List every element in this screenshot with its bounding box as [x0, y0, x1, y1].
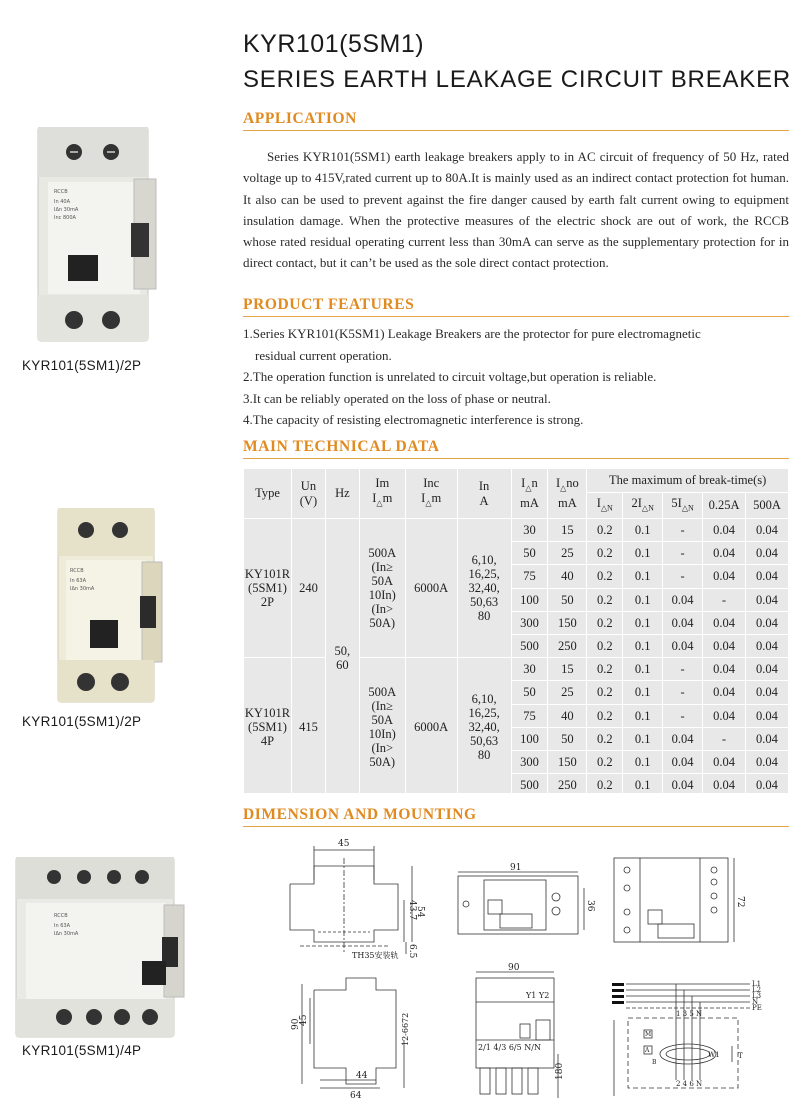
table-cell: 0.1 — [623, 774, 663, 797]
table-cell: 75 — [511, 565, 548, 588]
header-t5: 500A — [745, 493, 788, 519]
header-max-break-time: The maximum of break-time(s) — [587, 469, 789, 493]
table-cell: 500 — [511, 634, 548, 657]
feature-item: 3.It can be reliably operated on the loss of phase or neutral. — [243, 390, 551, 406]
table-cell: 50 — [548, 727, 587, 750]
table-cell: 100 — [511, 727, 548, 750]
dim-label: 12-6672 — [401, 1012, 410, 1046]
svg-text:RCCB: RCCB — [54, 913, 68, 919]
table-cell: 250 — [548, 774, 587, 797]
table-cell: 0.04 — [663, 611, 703, 634]
dim-label: 43.7 — [407, 900, 417, 921]
feature-item-continuation: residual current operation. — [255, 347, 392, 363]
dim-label: T — [738, 1052, 743, 1060]
dim-label: TH35安装轨 — [352, 951, 399, 960]
svg-text:IΔn 30mA: IΔn 30mA — [70, 586, 95, 592]
dim-label: W1 — [708, 1051, 720, 1059]
table-cell: - — [703, 727, 746, 750]
table-cell: 0.2 — [587, 519, 623, 542]
table-cell: 0.04 — [745, 519, 788, 542]
table-cell: 0.2 — [587, 542, 623, 565]
cell-im: 500A (In≥ 50A 10In) (In> 50A) — [359, 519, 405, 658]
dim-label: 64 — [350, 1091, 362, 1101]
table-cell: 0.04 — [703, 542, 746, 565]
cell-in: 6,10, 16,25, 32,40, 50,63 80 — [457, 519, 511, 658]
product-image-2p-a — [34, 127, 158, 343]
feature-item: 2.The operation function is unrelated to circuit voltage,but operation is reliable. — [243, 369, 657, 384]
table-cell: 0.04 — [745, 634, 788, 657]
table-cell: 0.04 — [745, 611, 788, 634]
svg-text:RCCB: RCCB — [70, 568, 84, 574]
section-heading-application: APPLICATION — [243, 110, 789, 131]
table-cell: 25 — [548, 542, 587, 565]
table-cell: 0.1 — [623, 542, 663, 565]
technical-data-table — [243, 468, 789, 793]
dim-label: 2 4 6 N — [676, 1080, 703, 1088]
table-cell: 0.2 — [587, 634, 623, 657]
table-cell: 0.1 — [623, 658, 663, 681]
cell-im: 500A (In≥ 50A 10In) (In> 50A) — [359, 658, 405, 797]
header-type: Type — [244, 469, 292, 519]
table-cell: 0.04 — [663, 634, 703, 657]
table-cell: - — [663, 681, 703, 704]
table-cell: 15 — [548, 658, 587, 681]
table-cell: 0.2 — [587, 774, 623, 797]
dim-label: 90 — [508, 963, 520, 973]
application-text: Series KYR101(5SM1) earth leakage breakers apply to in AC circuit of frequency of 50 Hz, rated voltage up to 415V,rated current up to 80A.It is mainly used as an indirect contact protection fot human. It also can be used to prevent against the fire danger caused by earth falt current owing to equipment insulation damage. When the protective measures of the electric shock are out of work, the RCCB whose rated residual operating current less than 30mA can serve as the supplementary protection for in direct contact, but it can’t be used as the sole direct contact protection. — [243, 149, 789, 271]
svg-text:Inc 800A: Inc 800A — [54, 215, 76, 221]
table-row — [244, 519, 789, 542]
table-cell: 0.2 — [587, 727, 623, 750]
table-cell: 0.04 — [745, 727, 788, 750]
header-t2: $2I_{\triangle N}$ — [623, 493, 663, 519]
table-cell: 50 — [548, 588, 587, 611]
table-cell: 0.04 — [745, 658, 788, 681]
cell-un: 240 — [291, 519, 325, 658]
table-cell: - — [663, 658, 703, 681]
table-cell: 300 — [511, 750, 548, 773]
page-title: SERIES EARTH LEAKAGE CIRCUIT BREAKER — [243, 66, 792, 93]
product-caption: KYR101(5SM1)/2P — [22, 358, 142, 373]
table-cell: 25 — [548, 681, 587, 704]
cell-inc: 6000A — [405, 658, 457, 797]
svg-text:In 40A: In 40A — [54, 199, 71, 205]
dim-label: 90 — [291, 1018, 301, 1030]
cell-un: 415 — [291, 658, 325, 797]
table-cell: 0.1 — [623, 727, 663, 750]
dim-label: M — [645, 1031, 652, 1038]
dim-label: 45 — [338, 839, 350, 849]
table-cell: 0.04 — [745, 704, 788, 727]
header-idn: $I_\triangle n$ mA — [511, 469, 548, 519]
cell-type: KY101R (5SM1) 2P — [244, 519, 292, 658]
table-cell: - — [663, 704, 703, 727]
application-paragraph — [243, 146, 789, 274]
table-cell: 100 — [511, 588, 548, 611]
dim-label: 44 — [356, 1071, 368, 1081]
header-t4: 0.25A — [703, 493, 746, 519]
cell-type: KY101R (5SM1) 4P — [244, 658, 292, 797]
table-cell: 0.04 — [703, 634, 746, 657]
table-cell: 0.04 — [663, 750, 703, 773]
header-im: Im $I_\triangle m$ — [359, 469, 405, 519]
table-cell: 15 — [548, 519, 587, 542]
table-cell: 0.04 — [703, 519, 746, 542]
table-cell: 0.2 — [587, 565, 623, 588]
dim-label: 2/1 4/3 6/5 N/N — [478, 1043, 541, 1052]
section-heading-dimension: DIMENSION AND MOUNTING — [243, 806, 789, 827]
header-t3: $5I_{\triangle N}$ — [663, 493, 703, 519]
table-cell: 0.1 — [623, 565, 663, 588]
section-heading-features: PRODUCT FEATURES — [243, 296, 789, 317]
section-heading-technical: MAIN TECHNICAL DATA — [243, 438, 789, 459]
header-idno: $I_\triangle no$ mA — [548, 469, 587, 519]
dim-label: 72 — [735, 896, 745, 908]
product-caption: KYR101(5SM1)/2P — [22, 714, 142, 729]
table-cell: 0.1 — [623, 611, 663, 634]
dim-label: 180 — [555, 1062, 565, 1080]
dim-label: 6.5 — [407, 944, 417, 959]
header-un: Un (V) — [291, 469, 325, 519]
table-cell: 40 — [548, 704, 587, 727]
table-cell: 0.2 — [587, 588, 623, 611]
dim-label: L1 — [752, 980, 762, 988]
table-cell: 250 — [548, 634, 587, 657]
features-list — [243, 323, 789, 431]
table-cell: 40 — [548, 565, 587, 588]
table-cell: 0.04 — [745, 750, 788, 773]
table-cell: 0.1 — [623, 750, 663, 773]
table-cell: 0.1 — [623, 704, 663, 727]
table-cell: 150 — [548, 750, 587, 773]
table-cell: 0.04 — [703, 611, 746, 634]
table-cell: 0.04 — [703, 681, 746, 704]
table-cell: 0.1 — [623, 519, 663, 542]
table-cell: 0.04 — [745, 542, 788, 565]
feature-item: 1.Series KYR101(K5SM1) Leakage Breakers are the protector for pure electromagnetic — [243, 326, 701, 341]
product-image-4p — [14, 857, 186, 1039]
dim-label: N — [752, 998, 759, 1006]
table-cell: 50 — [511, 542, 548, 565]
dim-label: 1 3 5 N — [676, 1010, 703, 1018]
table-cell: 0.1 — [623, 681, 663, 704]
svg-text:RCCB: RCCB — [54, 189, 68, 195]
dim-label: 91 — [510, 863, 522, 873]
cell-hz: 50, 60 — [325, 519, 359, 797]
table-cell: 150 — [548, 611, 587, 634]
table-cell: 0.2 — [587, 658, 623, 681]
table-cell: 0.2 — [587, 704, 623, 727]
table-cell: 0.2 — [587, 681, 623, 704]
dim-label: 36 — [585, 900, 595, 912]
table-cell: 0.04 — [703, 704, 746, 727]
table-cell: 0.2 — [587, 611, 623, 634]
table-cell: 0.04 — [703, 658, 746, 681]
cell-in: 6,10, 16,25, 32,40, 50,63 80 — [457, 658, 511, 797]
dim-label: 54 — [415, 906, 425, 918]
table-cell: 0.04 — [703, 774, 746, 797]
table-cell: 0.04 — [703, 565, 746, 588]
dim-label: PE — [752, 1004, 762, 1012]
table-cell: - — [663, 565, 703, 588]
table-cell: 0.04 — [663, 774, 703, 797]
table-cell: 0.04 — [663, 727, 703, 750]
header-hz: Hz — [325, 469, 359, 519]
table-cell: 0.2 — [587, 750, 623, 773]
svg-text:In 63A: In 63A — [54, 923, 71, 929]
table-cell: 0.04 — [703, 750, 746, 773]
table-row — [244, 658, 789, 681]
table-cell: - — [703, 588, 746, 611]
svg-text:IΔn 30mA: IΔn 30mA — [54, 931, 79, 937]
table-cell: 500 — [511, 774, 548, 797]
table-cell: 0.04 — [745, 774, 788, 797]
table-cell: 75 — [511, 704, 548, 727]
table-cell: 0.1 — [623, 634, 663, 657]
dim-label: 45 — [299, 1014, 309, 1026]
header-t1: $I_{\triangle N}$ — [587, 493, 623, 519]
dim-label: Y1 Y2 — [526, 991, 550, 1000]
table-cell: 50 — [511, 681, 548, 704]
table-cell: 0.04 — [745, 565, 788, 588]
product-image-2p-b — [56, 508, 164, 704]
table-cell: 300 — [511, 611, 548, 634]
product-caption: KYR101(5SM1)/4P — [22, 1043, 142, 1058]
page-title-model: KYR101(5SM1) — [243, 30, 425, 58]
dim-label: B — [652, 1059, 657, 1066]
table-cell: 0.04 — [745, 588, 788, 611]
table-cell: - — [663, 542, 703, 565]
svg-text:IΔn 30mA: IΔn 30mA — [54, 207, 79, 213]
svg-text:In 63A: In 63A — [70, 578, 87, 584]
dim-label: A — [645, 1047, 650, 1054]
table-cell: 0.1 — [623, 588, 663, 611]
cell-inc: 6000A — [405, 519, 457, 658]
header-in: In A — [457, 469, 511, 519]
table-cell: 30 — [511, 519, 548, 542]
feature-item: 4.The capacity of resisting electromagnetic interference is strong. — [243, 412, 584, 427]
header-inc: Inc $I_\triangle m$ — [405, 469, 457, 519]
table-cell: - — [663, 519, 703, 542]
table-cell: 0.04 — [745, 681, 788, 704]
table-cell: 0.04 — [663, 588, 703, 611]
dim-label: L2 — [752, 986, 762, 994]
dim-label: L3 — [752, 992, 762, 1000]
table-cell: 30 — [511, 658, 548, 681]
